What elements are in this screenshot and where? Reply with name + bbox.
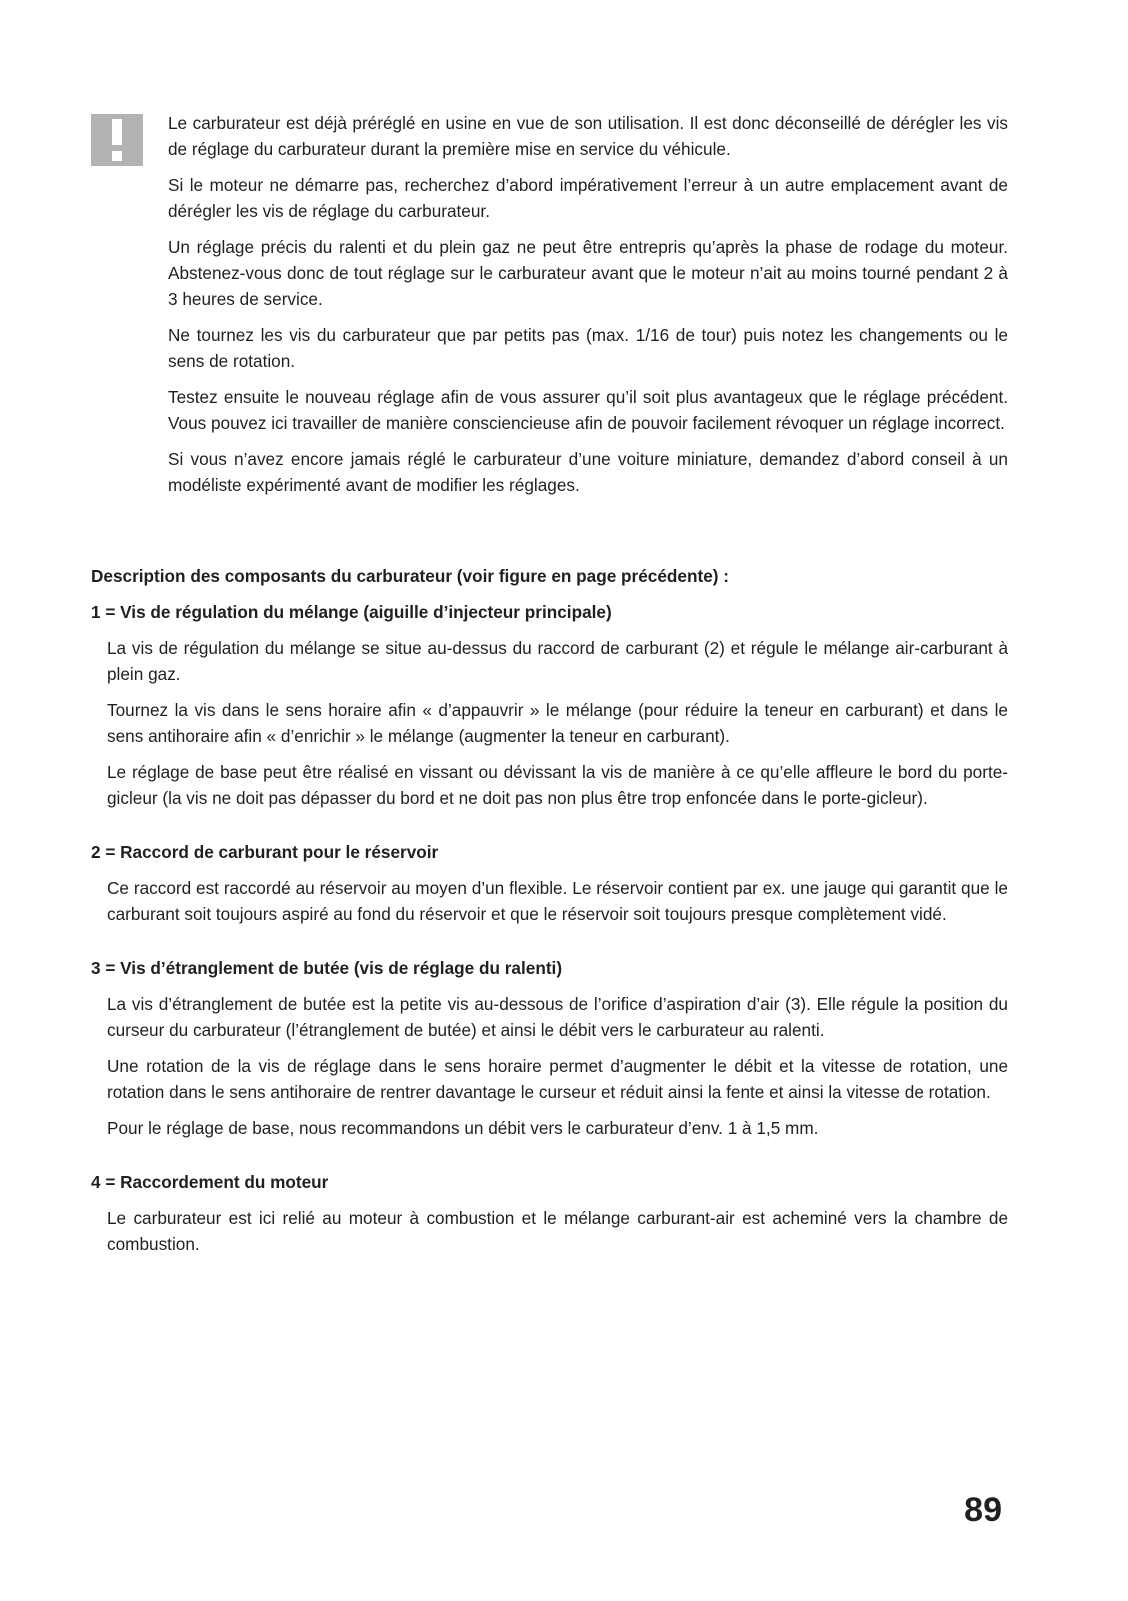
section-paragraph: Le réglage de base peut être réalisé en vissant ou dévissant la vis de manière à ce qu’elle affleure le bord du porte-gicleur (la vis ne doit pas dépasser du bord et ne doit pas non plus être trop enfoncée dans le porte-gicleur). xyxy=(107,762,1008,808)
warning-note: Le carburateur est déjà préréglé en usine en vue de son utilisation. Il est donc déconseillé de dérégler les vis de réglage du carburateur durant la première mise en service du véhicule. xyxy=(168,113,1008,159)
warning-note: Un réglage précis du ralenti et du plein gaz ne peut être entrepris qu’après la phase de rodage du moteur. Abstenez-vous donc de tout réglage sur le carburateur avant que le moteur n’ait au moins tourné pendant 2 à 3 heures de service. xyxy=(168,237,1008,309)
warning-note: Ne tournez les vis du carburateur que par petits pas (max. 1/16 de tour) puis notez les changements ou le sens de rotation. xyxy=(168,325,1008,371)
section-paragraph: Le carburateur est ici relié au moteur à combustion et le mélange carburant-air est acheminé vers la chambre de combustion. xyxy=(107,1208,1008,1254)
components-description xyxy=(91,563,1008,1267)
section-paragraph: La vis de régulation du mélange se situe au-dessus du raccord de carburant (2) et régule le mélange air-carburant à plein gaz. xyxy=(107,638,1008,684)
section-heading: 3 = Vis d’étranglement de butée (vis de réglage du ralenti) xyxy=(91,958,563,978)
section-paragraph: Pour le réglage de base, nous recommandons un débit vers le carburateur d’env. 1 à 1,5 mm. xyxy=(107,1118,819,1138)
warning-note: Si le moteur ne démarre pas, recherchez d’abord impérativement l’erreur à un autre emplacement avant de dérégler les vis de réglage du carburateur. xyxy=(168,175,1008,221)
component-section-3 xyxy=(91,955,1008,1141)
component-section-1 xyxy=(91,599,1008,811)
section-paragraph: Tournez la vis dans le sens horaire afin « d’appauvrir » le mélange (pour réduire la teneur en carburant) et dans le sens antihoraire afin « d’enrichir » le mélange (augmenter la teneur en carburant). xyxy=(107,700,1008,746)
page-number: 89 xyxy=(964,1491,1002,1529)
section-paragraph: Une rotation de la vis de réglage dans le sens horaire permet d’augmenter le débit et la vitesse de rotation, une rotation dans le sens antihoraire de rentrer davantage le curseur et réduit ainsi la fente et ainsi la vitesse de rotation. xyxy=(107,1056,1008,1102)
section-paragraph: La vis d’étranglement de butée est la petite vis au-dessous de l’orifice d’aspiration d’air (3). Elle régule la position du curseur du carburateur (l’étranglement de butée) et ainsi le débit vers le carburateur au ralenti. xyxy=(107,994,1008,1040)
exclamation-glyph xyxy=(112,119,122,161)
exclamation-icon xyxy=(91,114,143,166)
component-section-2 xyxy=(91,839,1008,927)
section-heading: 2 = Raccord de carburant pour le réservoir xyxy=(91,842,439,862)
component-section-4 xyxy=(91,1169,1008,1257)
warning-note: Si vous n’avez encore jamais réglé le carburateur d’une voiture miniature, demandez d’abord conseil à un modéliste expérimenté avant de modifier les réglages. xyxy=(168,449,1008,495)
description-title: Description des composants du carburateur (voir figure en page précédente) : xyxy=(91,566,729,586)
section-heading: 4 = Raccordement du moteur xyxy=(91,1172,329,1192)
exclamation-dot xyxy=(112,151,122,161)
section-heading: 1 = Vis de régulation du mélange (aiguille d’injecteur principale) xyxy=(91,602,612,622)
exclamation-bar xyxy=(112,119,122,145)
warning-note: Testez ensuite le nouveau réglage afin de vous assurer qu’il soit plus avantageux que le réglage précédent. Vous pouvez ici travailler de manière consciencieuse afin de pouvoir facilement révoquer un réglage incorrect. xyxy=(168,387,1008,433)
warning-notes xyxy=(168,110,1008,508)
section-paragraph: Ce raccord est raccordé au réservoir au moyen d’un flexible. Le réservoir contient par ex. une jauge qui garantit que le carburant soit toujours aspiré au fond du réservoir et que le réservoir soit toujours presque complètement vidé. xyxy=(107,878,1008,924)
